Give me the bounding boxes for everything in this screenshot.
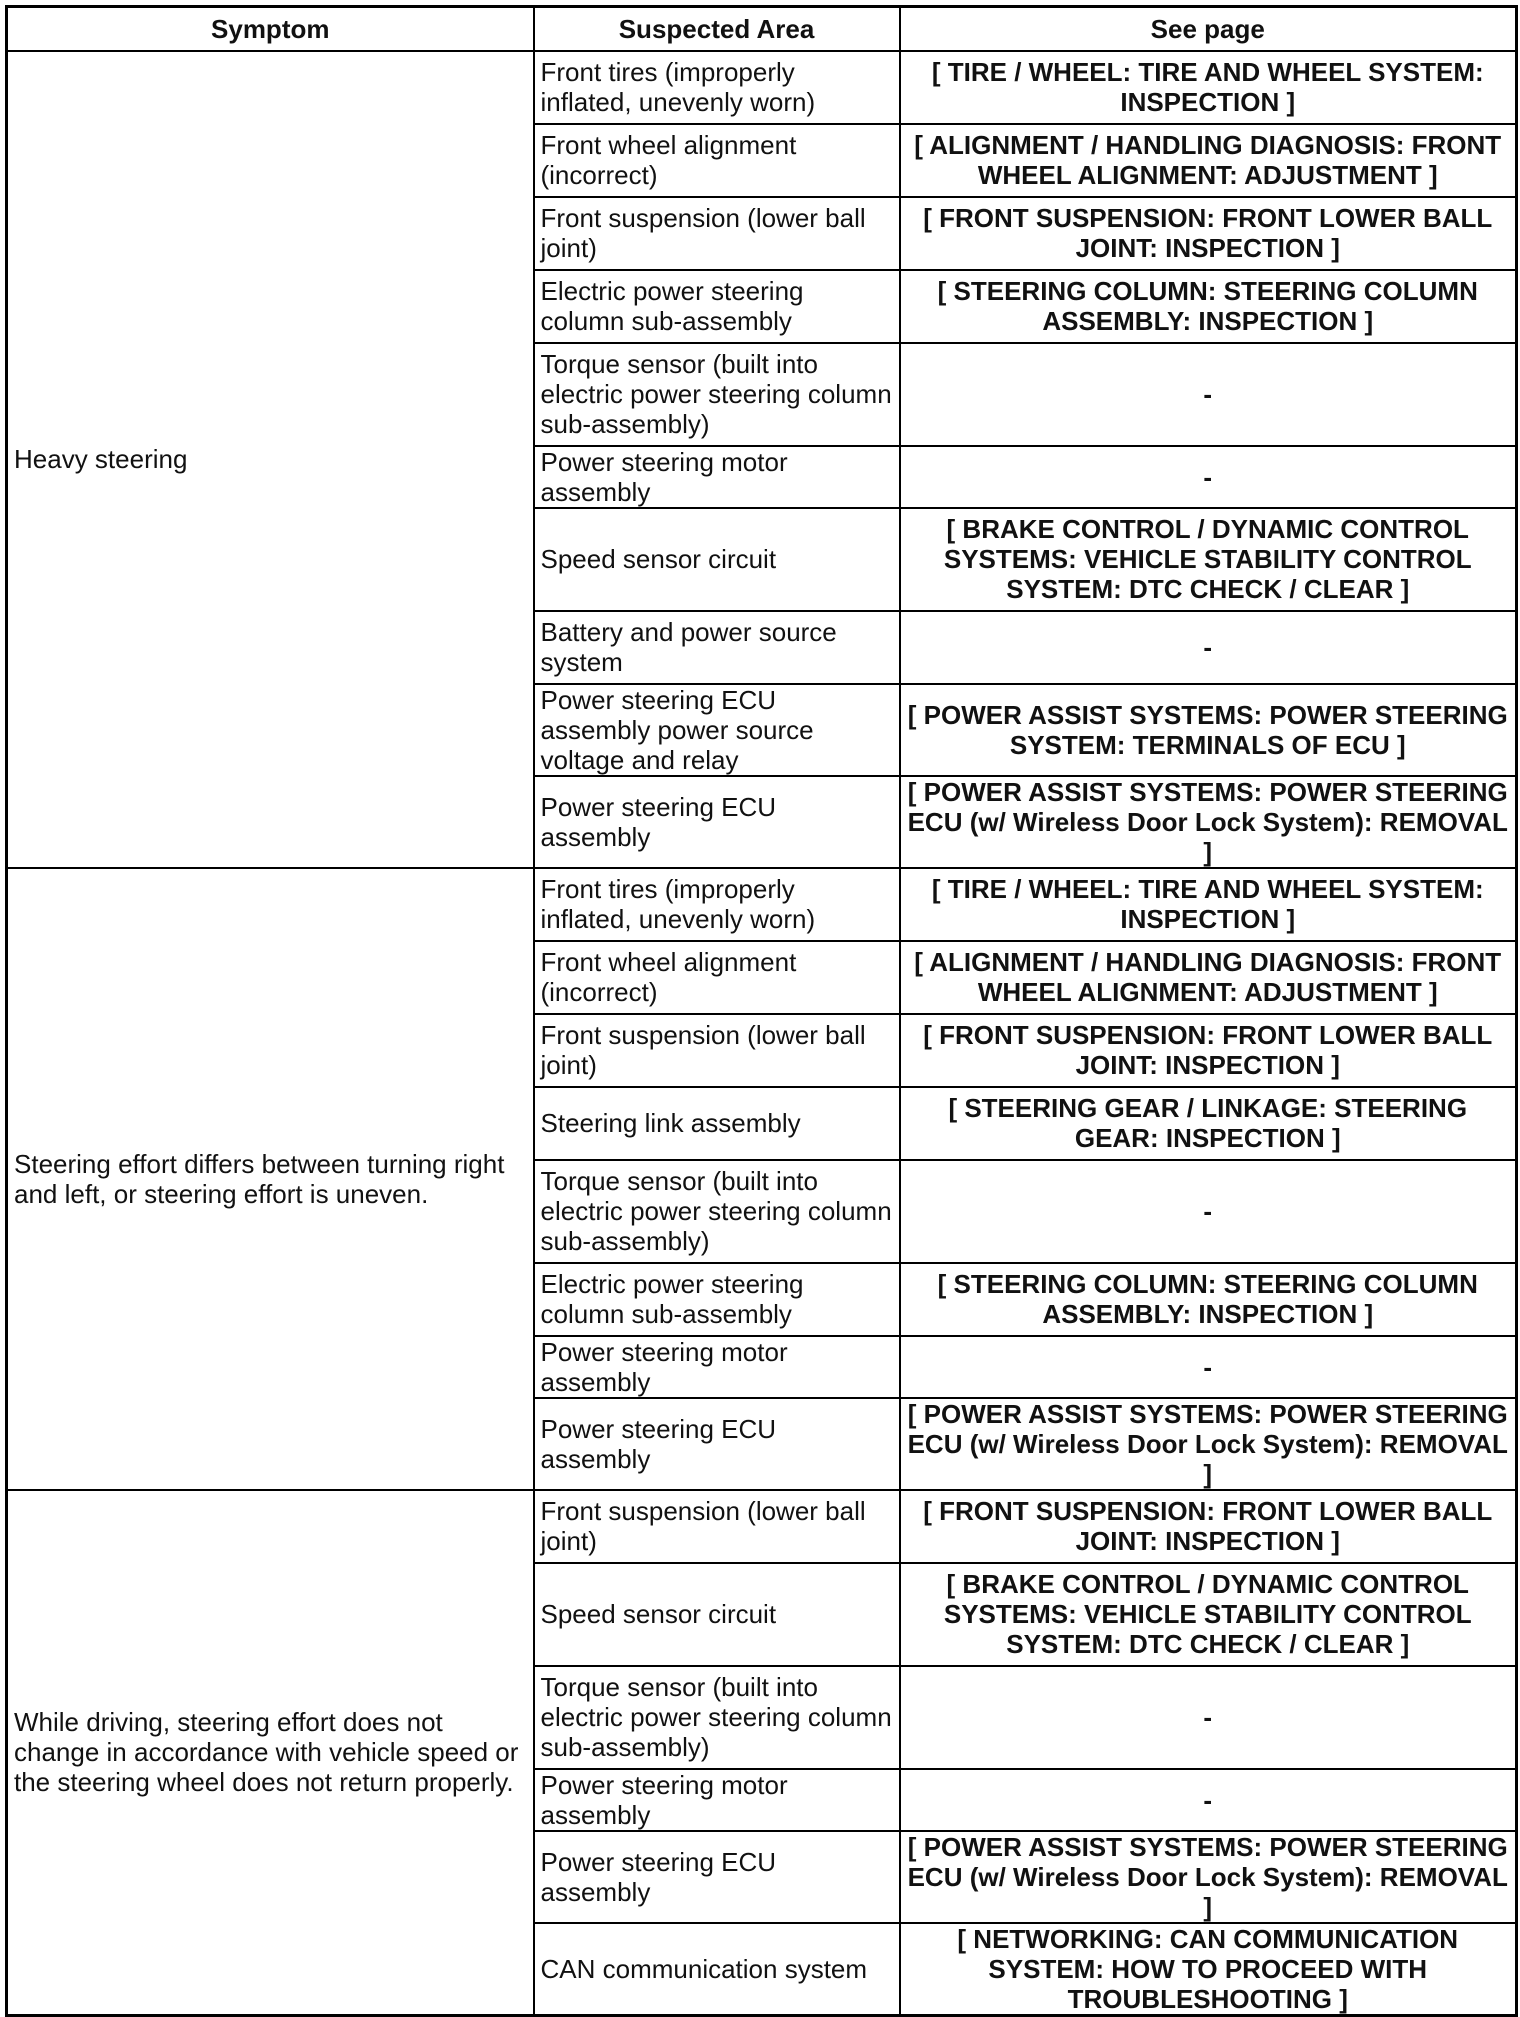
problem-symptoms-table <box>5 5 1518 2017</box>
see-page-link[interactable]: [ FRONT SUSPENSION: FRONT LOWER BALL JOINT: INSPECTION ] <box>900 1490 1517 1563</box>
see-page-cell: - <box>900 1160 1517 1263</box>
header-see-page: See page <box>900 7 1517 51</box>
suspected-area-cell: Speed sensor circuit <box>534 1563 900 1666</box>
see-page-link[interactable]: [ POWER ASSIST SYSTEMS: POWER STEERING SYSTEM: TERMINALS OF ECU ] <box>900 684 1517 776</box>
see-page-link[interactable]: [ NETWORKING: CAN COMMUNICATION SYSTEM: HOW TO PROCEED WITH TROUBLESHOOTING ] <box>900 1923 1517 2016</box>
see-page-cell: - <box>900 1666 1517 1769</box>
see-page-link[interactable]: [ STEERING COLUMN: STEERING COLUMN ASSEMBLY: INSPECTION ] <box>900 1263 1517 1336</box>
suspected-area-cell: Power steering ECU assembly <box>534 1831 900 1923</box>
symptom-cell: Heavy steering <box>7 51 534 868</box>
see-page-link[interactable]: [ POWER ASSIST SYSTEMS: POWER STEERING ECU (w/ Wireless Door Lock System): REMOVAL ] <box>900 776 1517 868</box>
header-symptom: Symptom <box>7 7 534 51</box>
see-page-cell: - <box>900 1769 1517 1831</box>
see-page-link[interactable]: [ STEERING COLUMN: STEERING COLUMN ASSEMBLY: INSPECTION ] <box>900 270 1517 343</box>
symptom-cell: Steering effort differs between turning right and left, or steering effort is uneven. <box>7 868 534 1490</box>
see-page-link[interactable]: [ POWER ASSIST SYSTEMS: POWER STEERING ECU (w/ Wireless Door Lock System): REMOVAL ] <box>900 1398 1517 1490</box>
suspected-area-cell: Front suspension (lower ball joint) <box>534 1014 900 1087</box>
suspected-area-cell: Power steering motor assembly <box>534 446 900 508</box>
suspected-area-cell: CAN communication system <box>534 1923 900 2016</box>
header-row <box>7 7 1517 51</box>
suspected-area-cell: Front tires (improperly inflated, unevenly worn) <box>534 868 900 941</box>
see-page-cell: - <box>900 1336 1517 1398</box>
see-page-link[interactable]: [ BRAKE CONTROL / DYNAMIC CONTROL SYSTEMS: VEHICLE STABILITY CONTROL SYSTEM: DTC CHECK / CLEAR ] <box>900 1563 1517 1666</box>
table-row <box>7 1490 1517 1563</box>
see-page-cell: - <box>900 343 1517 446</box>
suspected-area-cell: Power steering ECU assembly <box>534 1398 900 1490</box>
suspected-area-cell: Front suspension (lower ball joint) <box>534 1490 900 1563</box>
see-page-link[interactable]: [ TIRE / WHEEL: TIRE AND WHEEL SYSTEM: INSPECTION ] <box>900 868 1517 941</box>
suspected-area-cell: Front wheel alignment (incorrect) <box>534 124 900 197</box>
suspected-area-cell: Power steering motor assembly <box>534 1769 900 1831</box>
suspected-area-cell: Front wheel alignment (incorrect) <box>534 941 900 1014</box>
suspected-area-cell: Speed sensor circuit <box>534 508 900 611</box>
suspected-area-cell: Steering link assembly <box>534 1087 900 1160</box>
table-row <box>7 868 1517 941</box>
see-page-link[interactable]: [ FRONT SUSPENSION: FRONT LOWER BALL JOINT: INSPECTION ] <box>900 1014 1517 1087</box>
see-page-link[interactable]: [ ALIGNMENT / HANDLING DIAGNOSIS: FRONT WHEEL ALIGNMENT: ADJUSTMENT ] <box>900 124 1517 197</box>
see-page-cell: - <box>900 611 1517 684</box>
see-page-cell: - <box>900 446 1517 508</box>
suspected-area-cell: Battery and power source system <box>534 611 900 684</box>
see-page-link[interactable]: [ BRAKE CONTROL / DYNAMIC CONTROL SYSTEMS: VEHICLE STABILITY CONTROL SYSTEM: DTC CHECK / CLEAR ] <box>900 508 1517 611</box>
header-suspected-area: Suspected Area <box>534 7 900 51</box>
see-page-link[interactable]: [ ALIGNMENT / HANDLING DIAGNOSIS: FRONT WHEEL ALIGNMENT: ADJUSTMENT ] <box>900 941 1517 1014</box>
see-page-link[interactable]: [ TIRE / WHEEL: TIRE AND WHEEL SYSTEM: INSPECTION ] <box>900 51 1517 124</box>
suspected-area-cell: Electric power steering column sub-assembly <box>534 1263 900 1336</box>
suspected-area-cell: Power steering ECU assembly power source voltage and relay <box>534 684 900 776</box>
see-page-link[interactable]: [ POWER ASSIST SYSTEMS: POWER STEERING ECU (w/ Wireless Door Lock System): REMOVAL ] <box>900 1831 1517 1923</box>
suspected-area-cell: Torque sensor (built into electric power steering column sub-assembly) <box>534 343 900 446</box>
symptom-cell: While driving, steering effort does not change in accordance with vehicle speed or the steering wheel does not return properly. <box>7 1490 534 2016</box>
suspected-area-cell: Torque sensor (built into electric power steering column sub-assembly) <box>534 1160 900 1263</box>
suspected-area-cell: Power steering ECU assembly <box>534 776 900 868</box>
suspected-area-cell: Electric power steering column sub-assembly <box>534 270 900 343</box>
table-row <box>7 51 1517 124</box>
see-page-link[interactable]: [ FRONT SUSPENSION: FRONT LOWER BALL JOINT: INSPECTION ] <box>900 197 1517 270</box>
suspected-area-cell: Torque sensor (built into electric power steering column sub-assembly) <box>534 1666 900 1769</box>
see-page-link[interactable]: [ STEERING GEAR / LINKAGE: STEERING GEAR: INSPECTION ] <box>900 1087 1517 1160</box>
suspected-area-cell: Front tires (improperly inflated, unevenly worn) <box>534 51 900 124</box>
suspected-area-cell: Front suspension (lower ball joint) <box>534 197 900 270</box>
suspected-area-cell: Power steering motor assembly <box>534 1336 900 1398</box>
